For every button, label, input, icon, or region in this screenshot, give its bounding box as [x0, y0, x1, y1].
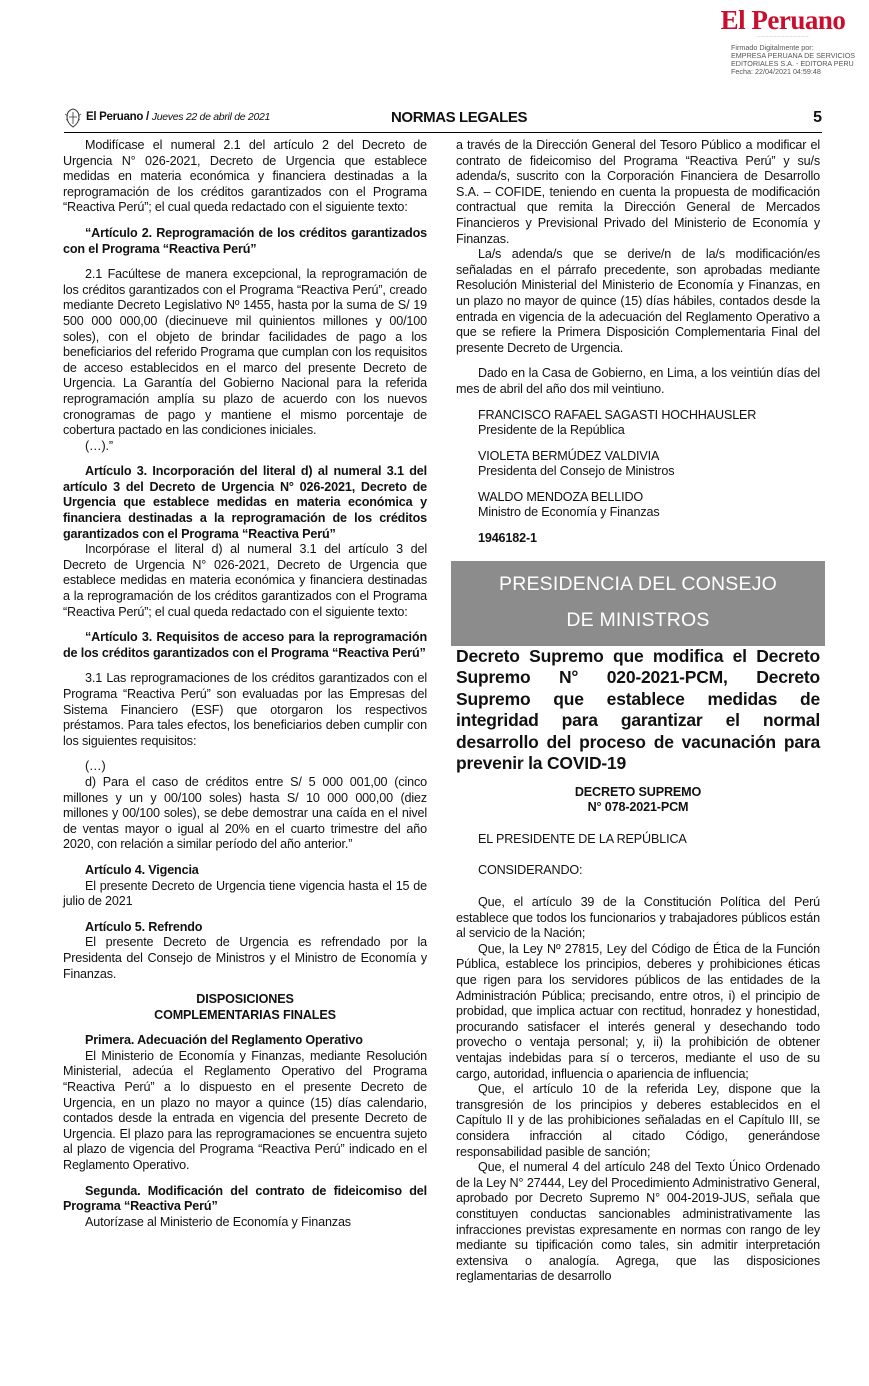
- paragraph: Que, el numeral 4 del artículo 248 del Texto Único Ordenado de la Ley N° 27444, Ley del Procedimiento Administrativo General, aprobado por Decreto Supremo N° 004-2019-JUS, señala que constituyen conductas sancionables administrativamente las infracciones previstas expresamente en normas con rango de ley mediante su tipificación como tales, sin admitir interpretación extensiva o analogía. Agrega, que las disposiciones reglamentarias de desarrollo: [456, 1160, 820, 1284]
- signatory-name: WALDO MENDOZA BELLIDO: [478, 489, 644, 504]
- paragraph: a través de la Dirección General del Tesoro Público a modificar el contrato de fideicomiso del Programa “Reactiva Perú” y su/s adenda/s, suscrito con la Corporación Financiera de Desarrollo S.A. – COFIDE, teniendo en cuenta la propuesta de modificación contractual que remita la Dirección General de Mercados Financieros y Previsional Privado del Ministerio de Economía y Finanzas.: [456, 138, 820, 246]
- article-heading: Primera. Adecuación del Reglamento Operativo: [85, 1033, 363, 1048]
- article-heading: “Artículo 3. Requisitos de acceso para la reprogramación de los créditos garantizados con el Programa “Reactiva Perú”: [63, 630, 427, 660]
- national-emblem-icon: [64, 108, 82, 128]
- page-number: 5: [813, 109, 822, 126]
- right-column: [456, 138, 820, 1285]
- signature-line: Firmado Digitalmente por:: [731, 43, 814, 52]
- logo-text: El Peruano: [720, 5, 846, 35]
- section-heading: DISPOSICIONES: [196, 992, 294, 1007]
- section-banner-line: DE MINISTROS: [566, 608, 710, 631]
- article-heading: Artículo 5. Refrendo: [85, 919, 203, 934]
- logo-tagline-rule: —————————————: [757, 34, 809, 38]
- header-paper-name: El Peruano / Jueves 22 de abril de 2021: [86, 111, 271, 123]
- decree-title: Decreto Supremo que modifica el Decreto Supremo N° 020-2021-PCM, Decreto Supremo que establece medidas de integridad para garantizar el normal desarrollo del proceso de vacunación para prevenir la COVID-19: [456, 645, 820, 774]
- paragraph: La/s adenda/s que se derive/n de la/s modificación/es señaladas en el párrafo precedente, son aprobadas mediante Resolución Ministerial del Ministerio de Economía y Finanzas, en un plazo no mayor de quince (15) días hábiles, contados desde la entrada en vigencia de la adecuación del Reglamento Operativo a que se refiere la Primera Disposición Complementaria Final del presente Decreto de Urgencia.: [456, 247, 820, 355]
- header-paper-title: El Peruano: [86, 111, 144, 123]
- paragraph: Dado en la Casa de Gobierno, en Lima, a los veintiún días del mes de abril del año dos mil veintiuno.: [456, 366, 820, 396]
- paragraph: 3.1 Las reprogramaciones de los créditos garantizados con el Programa “Reactiva Perú” son evaluadas por las Empresas del Sistema Financiero (ESF) que otorgaron los respectivos préstamos. Para tales efectos, los beneficiarios deben cumplir con los siguientes requisitos:: [63, 671, 427, 748]
- el-peruano-logo: [703, 6, 863, 38]
- paragraph: Que, el artículo 10 de la referida Ley, dispone que la transgresión de los principios y deberes establecidos en el Capítulo II y de las prohibiciones señaladas en el Capítulo III, se considera infracción al citado Código, generándose responsabilidad pasible de sanción;: [456, 1082, 820, 1159]
- signature-line: Fecha: 22/04/2021 04:59:48: [731, 67, 821, 76]
- paragraph: Que, el artículo 39 de la Constitución Política del Perú establece que todos los funcionarios y trabajadores públicos están al servicio de la Nación;: [456, 895, 820, 941]
- paragraph: CONSIDERANDO:: [478, 863, 583, 878]
- section-banner-line: PRESIDENCIA DEL CONSEJO: [498, 572, 778, 595]
- left-column: [63, 138, 427, 1230]
- paragraph: 2.1 Facúltese de manera excepcional, la reprogramación de los créditos garantizados con el Programa “Reactiva Perú”, creado mediante Decreto Legislativo Nº 1455, hasta por la suma de S/ 19 500 000 000,00 (diecinueve mil quinientos millones y 00/100 soles), con el objeto de brindar facilidades de pago a los beneficiarios del referido Programa que cumplan con los requisitos de acceso establecidos en el marco del presente Decreto de Urgencia. La Garantía del Gobierno Nacional para la referida reprogramación amplía su plazo de acuerdo con los nuevos cronogramas de pago y mantiene el mismo porcentaje de cobertura pactado en las condiciones iniciales.: [63, 267, 427, 438]
- signatory-name: FRANCISCO RAFAEL SAGASTI HOCHHAUSLER: [478, 407, 757, 422]
- signatory-title: Presidenta del Consejo de Ministros: [478, 464, 675, 479]
- paragraph: d) Para el caso de créditos entre S/ 5 000 001,00 (cinco millones y un y 00/100 soles) hasta S/ 10 000 000,00 (diez millones y 00/100 soles), se debe demostrar una caída en el nivel de ventas mayor o igual al 20% en el cuarto trimestre del año 2020, con relación a similar período del año anterior.”: [63, 774, 427, 852]
- section-heading: COMPLEMENTARIAS FINALES: [154, 1007, 336, 1022]
- paragraph: El Ministerio de Economía y Finanzas, mediante Resolución Ministerial, adecúa el Reglamento Operativo del Programa “Reactiva Perú” a lo dispuesto en el presente Decreto de Urgencia, en un plazo no mayor a quince (15) días calendario, contados desde la entrada en vigencia del presente Decreto de Urgencia. El plazo para las reprogramaciones se encuentra sujeto al plazo de vigencia del Programa “Reactiva Perú” indicado en el Reglamento Operativo.: [63, 1048, 427, 1173]
- signatory-title: Presidente de la República: [478, 423, 625, 438]
- page-header: [64, 108, 822, 133]
- signatory-title: Ministro de Economía y Finanzas: [478, 505, 660, 520]
- document-code: 1946182-1: [478, 531, 537, 546]
- paragraph: Autorízase al Ministerio de Economía y Finanzas: [85, 1214, 351, 1229]
- signature-line: EDITORIALES S.A. - EDITORA PERU: [731, 59, 854, 68]
- paragraph: (…).”: [85, 438, 113, 453]
- signatory-name: VIOLETA BERMÚDEZ VALDIVIA: [478, 448, 660, 463]
- digital-signature-block: [731, 44, 855, 76]
- signature-line: EMPRESA PERUANA DE SERVICIOS: [731, 51, 856, 60]
- article-heading: “Artículo 2. Reprogramación de los créditos garantizados con el Programa “Reactiva Perú”: [63, 225, 427, 256]
- header-date: Jueves 22 de abril de 2021: [151, 111, 271, 123]
- article-heading: Artículo 4. Vigencia: [85, 862, 199, 877]
- paragraph: Modifícase el numeral 2.1 del artículo 2 del Decreto de Urgencia N° 026-2021, Decreto de Urgencia que establece medidas en materia económica y financiera destinadas a la reprogramación de los créditos garantizados con el Programa “Reactiva Perú”; el cual queda redactado con el siguiente texto:: [63, 138, 427, 215]
- paragraph: EL PRESIDENTE DE LA REPÚBLICA: [478, 831, 687, 846]
- paragraph: Incorpórase el literal d) al numeral 3.1 del artículo 3 del Decreto de Urgencia N° 026-2021, Decreto de Urgencia que establece medidas en materia económica y financiera destinadas a la reprogramación de los créditos garantizados con el Programa “Reactiva Perú”; el cual queda redactado con el siguiente texto:: [63, 542, 427, 619]
- header-section: NORMAS LEGALES: [391, 109, 528, 126]
- paragraph: El presente Decreto de Urgencia es refrendado por la Presidenta del Consejo de Ministros y el Ministro de Economía y Finanzas.: [63, 935, 427, 981]
- article-heading: Artículo 3. Incorporación del literal d) al numeral 3.1 del artículo 3 del Decreto de Urgencia N° 026-2021, Decreto de Urgencia que establece medidas en materia económica y financiera destinadas a la reprogramación de los créditos garantizados con el Programa “Reactiva Perú”: [63, 464, 427, 541]
- paragraph: (…): [85, 759, 106, 774]
- paragraph: El presente Decreto de Urgencia tiene vigencia hasta el 15 de julio de 2021: [63, 878, 427, 909]
- paragraph: Que, la Ley Nº 27815, Ley del Código de Ética de la Función Pública, establece los principios, deberes y prohibiciones éticas que rigen para los servidores públicos de las entidades de la Administración Pública; precisando, entre otros, i) el principio de probidad, que implica actuar con rectitud, honradez y honestidad, procurando satisfacer el interés general y desechando todo provecho o ventaja personal; y, ii) la prohibición de obtener ventajas indebidas para sí o terceros, mediante el uso de su cargo, autoridad, influencia o apariencia de influencia;: [456, 941, 820, 1081]
- section-banner: [451, 561, 825, 646]
- article-heading: Segunda. Modificación del contrato de fideicomiso del Programa “Reactiva Perú”: [63, 1183, 427, 1214]
- decree-number: N° 078-2021-PCM: [587, 800, 689, 815]
- decree-type: DECRETO SUPREMO: [574, 784, 702, 799]
